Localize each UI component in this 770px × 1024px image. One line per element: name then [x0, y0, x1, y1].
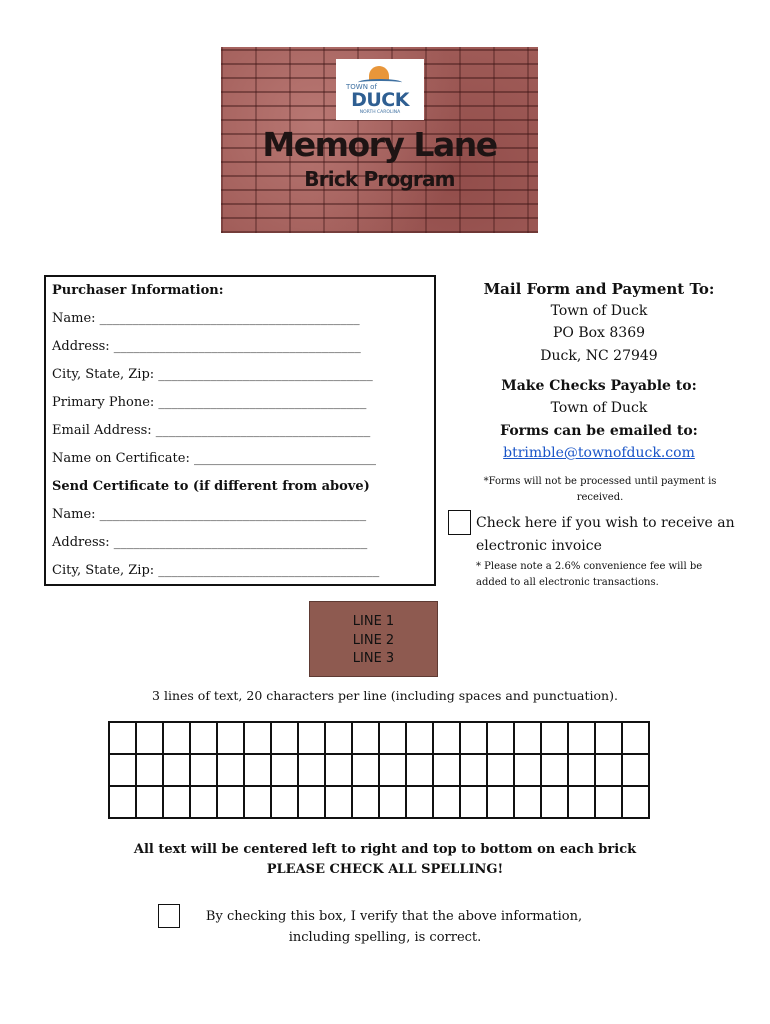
logo-town-text: TOWN of	[346, 83, 377, 91]
grid-cell[interactable]	[164, 787, 191, 819]
grid-cell[interactable]	[299, 787, 326, 819]
grid-cell[interactable]	[461, 723, 488, 755]
grid-cell[interactable]	[110, 723, 137, 755]
city-state-zip-field[interactable]: City, State, Zip: _________________________________	[52, 367, 373, 382]
grid-cell[interactable]	[272, 787, 299, 819]
send-certificate-heading: Send Certificate to (if different from above)	[52, 479, 370, 494]
primary-phone-field[interactable]: Primary Phone: ________________________________	[52, 395, 367, 410]
name-field[interactable]: Name: ________________________________________	[52, 311, 360, 326]
grid-cell[interactable]	[623, 755, 650, 787]
mail-heading: Mail Form and Payment To:	[483, 280, 715, 298]
logo-duck-text: DUCK	[351, 89, 409, 111]
grid-cell[interactable]	[623, 787, 650, 819]
sample-brick-line-3: LINE 3	[352, 651, 395, 666]
processing-note: *Forms will not be processed until payment is received.	[483, 476, 717, 503]
banner-title: Memory Lane	[262, 125, 497, 164]
character-instructions: 3 lines of text, 20 characters per line (including spaces and punctuation).	[152, 688, 618, 703]
grid-cell[interactable]	[110, 787, 137, 819]
grid-cell[interactable]	[245, 755, 272, 787]
grid-cell[interactable]	[542, 755, 569, 787]
purchaser-info-box	[44, 275, 436, 586]
checks-payee: Town of Duck	[550, 400, 648, 416]
grid-cell[interactable]	[569, 755, 596, 787]
grid-cell[interactable]	[515, 723, 542, 755]
purchaser-heading: Purchaser Information:	[52, 283, 224, 298]
mail-address-line-3: Duck, NC 27949	[540, 348, 658, 364]
grid-cell[interactable]	[137, 755, 164, 787]
grid-cell[interactable]	[461, 787, 488, 819]
grid-cell[interactable]	[353, 787, 380, 819]
electronic-invoice-checkbox[interactable]	[448, 510, 471, 535]
grid-cell[interactable]	[272, 755, 299, 787]
grid-cell[interactable]	[191, 723, 218, 755]
mail-address-line-2: PO Box 8369	[552, 325, 646, 341]
verify-statement	[0, 906, 770, 948]
grid-cell[interactable]	[407, 787, 434, 819]
grid-cell[interactable]	[434, 787, 461, 819]
grid-cell[interactable]	[326, 723, 353, 755]
grid-cell[interactable]	[353, 755, 380, 787]
grid-cell[interactable]	[299, 755, 326, 787]
grid-cell[interactable]	[623, 723, 650, 755]
name-on-certificate-field[interactable]: Name on Certificate: ____________________________	[52, 451, 376, 466]
grid-cell[interactable]	[272, 723, 299, 755]
electronic-invoice-label: Check here if you wish to receive an electronic invoice	[476, 515, 735, 554]
grid-cell[interactable]	[110, 755, 137, 787]
grid-cell[interactable]	[488, 723, 515, 755]
convenience-fee-note: * Please note a 2.6% convenience fee will be added to all electronic transactions.	[476, 561, 703, 588]
grid-cell[interactable]	[542, 787, 569, 819]
spelling-notice: PLEASE CHECK ALL SPELLING!	[266, 862, 504, 877]
grid-cell[interactable]	[137, 787, 164, 819]
grid-cell[interactable]	[488, 787, 515, 819]
sun-icon	[369, 66, 389, 80]
email-link[interactable]: btrimble@townofduck.com	[503, 445, 695, 461]
grid-cell[interactable]	[218, 755, 245, 787]
grid-cell[interactable]	[164, 723, 191, 755]
grid-cell[interactable]	[569, 787, 596, 819]
grid-cell[interactable]	[569, 723, 596, 755]
grid-cell[interactable]	[299, 723, 326, 755]
grid-cell[interactable]	[407, 755, 434, 787]
centering-notice: All text will be centered left to right and top to bottom on each brick	[133, 842, 637, 857]
email-address-field[interactable]: Email Address: _________________________________	[52, 423, 371, 438]
address-field[interactable]: Address: ______________________________________	[52, 339, 361, 354]
grid-cell[interactable]	[191, 787, 218, 819]
grid-cell[interactable]	[515, 755, 542, 787]
grid-cell[interactable]	[245, 787, 272, 819]
verify-line-1: By checking this box, I verify that the above information,	[205, 909, 583, 924]
sample-brick-line-1: LINE 1	[352, 614, 395, 629]
email-heading: Forms can be emailed to:	[500, 423, 698, 439]
grid-cell[interactable]	[461, 755, 488, 787]
banner-subtitle: Brick Program	[304, 167, 455, 191]
grid-cell[interactable]	[434, 755, 461, 787]
grid-cell[interactable]	[245, 723, 272, 755]
sample-brick-line-2: LINE 2	[352, 632, 395, 648]
grid-cell[interactable]	[326, 755, 353, 787]
grid-cell[interactable]	[488, 755, 515, 787]
send-city-state-zip-field[interactable]: City, State, Zip: __________________________________	[52, 563, 380, 578]
town-of-duck-logo	[336, 59, 424, 120]
grid-cell[interactable]	[596, 723, 623, 755]
send-name-field[interactable]: Name: _________________________________________	[52, 507, 367, 522]
grid-cell[interactable]	[380, 723, 407, 755]
grid-cell[interactable]	[353, 723, 380, 755]
grid-cell[interactable]	[191, 755, 218, 787]
grid-cell[interactable]	[218, 787, 245, 819]
grid-cell[interactable]	[380, 787, 407, 819]
sample-brick	[309, 601, 438, 677]
mail-address-line-1: Town of Duck	[550, 303, 648, 319]
send-address-field[interactable]: Address: _______________________________________	[52, 535, 368, 550]
grid-cell[interactable]	[407, 723, 434, 755]
grid-cell[interactable]	[218, 723, 245, 755]
grid-cell[interactable]	[434, 723, 461, 755]
verify-line-2: including spelling, is correct.	[288, 930, 482, 945]
grid-cell[interactable]	[164, 755, 191, 787]
logo-state-text: NORTH CAROLINA	[359, 110, 401, 115]
grid-cell[interactable]	[542, 723, 569, 755]
grid-cell[interactable]	[515, 787, 542, 819]
brick-text-grid	[108, 721, 650, 819]
grid-cell[interactable]	[137, 723, 164, 755]
grid-cell[interactable]	[596, 755, 623, 787]
header-banner	[221, 47, 538, 233]
grid-cell[interactable]	[380, 755, 407, 787]
grid-cell[interactable]	[596, 787, 623, 819]
grid-cell[interactable]	[326, 787, 353, 819]
checks-heading: Make Checks Payable to:	[501, 378, 697, 394]
